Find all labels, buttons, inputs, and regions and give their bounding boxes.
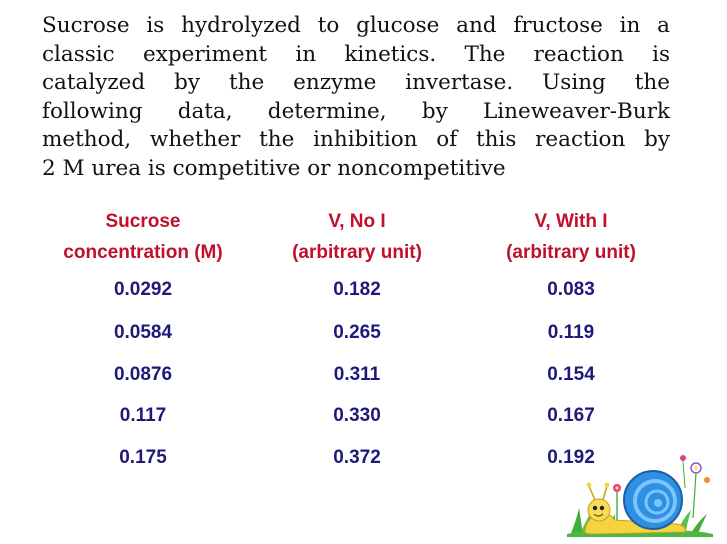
table-cell: 0.119 — [547, 322, 595, 343]
problem-line: 2 M urea is competitive or noncompetitive — [42, 155, 506, 181]
header-sucrose — [38, 206, 248, 268]
problem-line: classic experiment in kinetics. The reaction is — [42, 41, 670, 67]
header-line: V, No I — [328, 211, 386, 232]
header-line: (arbitrary unit) — [506, 242, 636, 263]
table-cell: 0.330 — [333, 405, 381, 426]
header-line: (arbitrary unit) — [292, 242, 422, 263]
table-cell: 0.0876 — [113, 364, 173, 385]
table-cell: 0.192 — [547, 447, 595, 468]
table-cell: 0.175 — [119, 447, 167, 468]
table-cell: 0.265 — [333, 322, 381, 343]
table-cell: 0.311 — [333, 364, 381, 385]
table-cell: 0.154 — [547, 364, 595, 385]
problem-line: method, whether the inhibition of this reaction by — [42, 127, 670, 153]
table-cell: 0.167 — [547, 405, 595, 426]
table-cell: 0.0584 — [113, 322, 173, 343]
problem-statement — [42, 12, 670, 184]
table-cell: 0.083 — [547, 279, 595, 300]
table-cell: 0.372 — [333, 447, 381, 468]
table-cell: 0.182 — [333, 279, 381, 300]
header-v-with-inhibitor — [466, 206, 676, 268]
header-line: V, With I — [534, 211, 608, 232]
problem-line: following data, determine, by Lineweaver-Burk — [42, 98, 670, 124]
snail-with-flowers-icon — [565, 448, 715, 538]
problem-line: Sucrose is hydrolyzed to glucose and fructose in a — [42, 13, 670, 38]
problem-line: catalyzed by the enzyme invertase. Using the — [42, 70, 670, 96]
table-cell: 0.0292 — [113, 279, 173, 300]
table-cell: 0.117 — [119, 405, 167, 426]
header-line: Sucrose — [105, 211, 181, 232]
header-v-no-inhibitor — [252, 206, 462, 268]
header-line: concentration (M) — [63, 242, 223, 263]
